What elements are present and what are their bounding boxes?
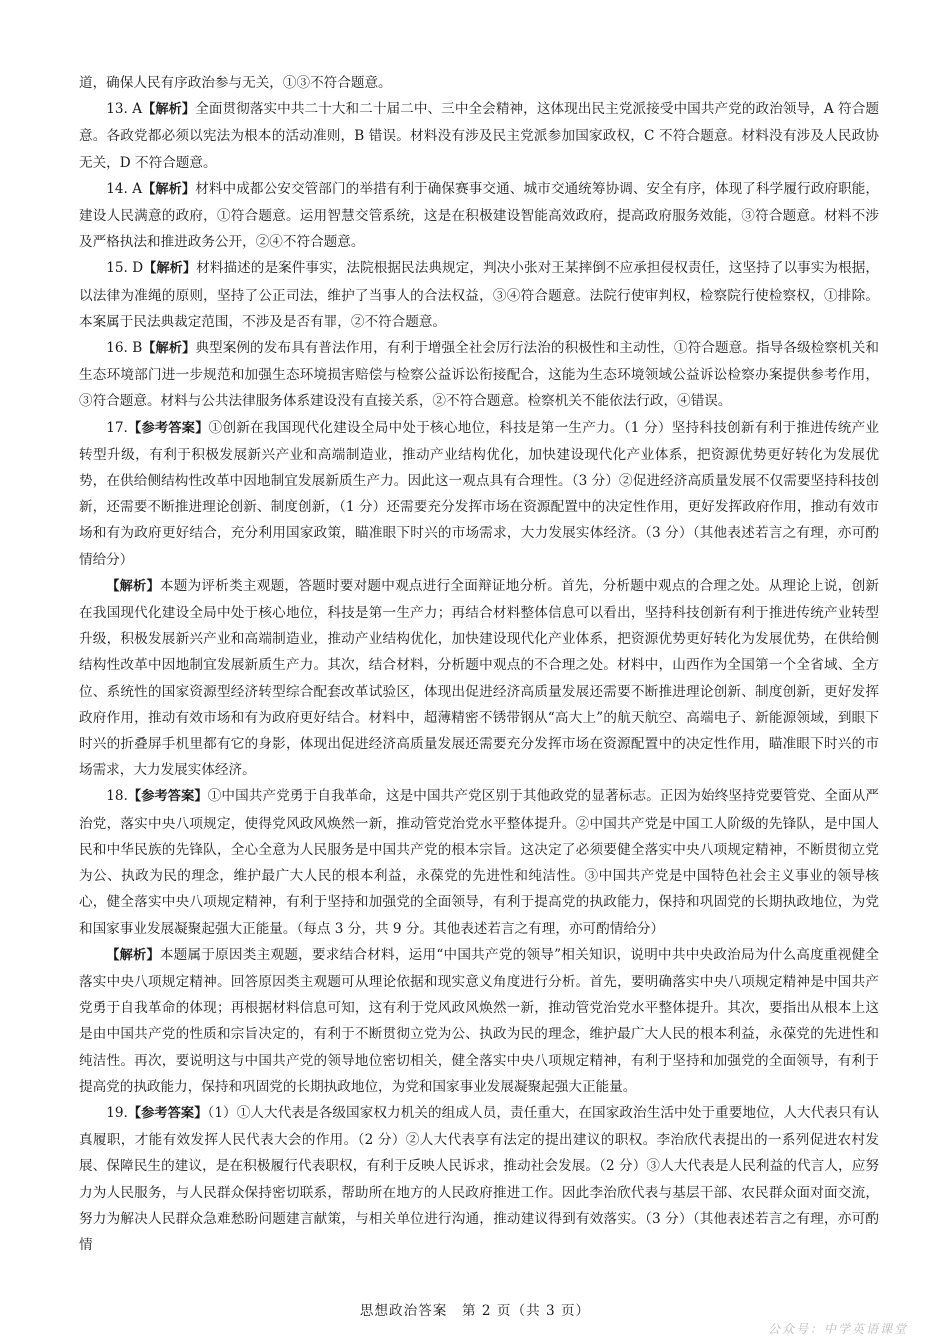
answer-16: [79, 335, 879, 415]
intro-line: 道，确保人民有序政治参与无关，①③不符合题意。: [79, 75, 392, 91]
reference-answer-tag: 【参考答案】: [127, 420, 209, 436]
answer-content: [79, 70, 879, 1258]
answer-17: [79, 415, 879, 573]
answer-text: （1）①人大代表是各级国家权力机关的组成人员，责任重大，在国家政治生活中处于重要地位，人大代表只有认真履职，才能有效发挥人民代表大会的作用。（2 分）②人大代表享有法定的提出建议的职权。李治欣代表提出的一系列促进农村发展、保障民生的建议，是在积极履行代表职权，有利于反映人民诉求，推动社会发展。（2 分）③人大代表是人民利益的代言人，应努力为人民服务，与人民群众保持密切联系，帮助所在地方的人民政府推进工作。因此李治欣代表与基层干部、农民群众面对面交流，努力为解决人民群众急难愁盼问题建言献策，与相关单位进行沟通，推动建议得到有效落实。（3 分）（其他表述若言之有理，亦可酌情: [79, 1104, 879, 1253]
analysis-text: 本题属于原因类主观题，要求结合材料，运用“中国共产党的领导”相关知识，说明中共中央政治局为什么高度重视健全落实中央八项规定精神。回答原因类主观题可从理论依据和现实意义角度进行分析。首先，要明确落实中央八项规定精神是中国共产党勇于自我革命的体现；再根据材料信息可知，这有利于党风政风焕然一新，推动管党治党水平整体提升。其次，要指出从根本上这是由中国共产党的性质和宗旨决定的，有利于不断贯彻立党为公、执政为民的理念，维护最广大人民的根本利益，永葆党的先进性和纯洁性。再次，要说明这与中国共产党的领导地位密切相关，健全落实中央八项规定精神，有利于坚持和加强党的全面领导，有利于提高党的执政能力，保持和巩固党的长期执政地位，为党和国家事业发展凝聚起强大正能量。: [79, 946, 879, 1095]
answer-text: ①创新在我国现代化建设全局中处于核心地位，科技是第一生产力。（1 分）坚持科技创新有利于推进传统产业转型升级，有利于积极发展新兴产业和高端制造业，推动产业结构优化，加快建设现代化产业体系，把资源优势更好转化为发展优势，在供给侧结构性改革中因地制宜发展新质生产力。因此这一观点具有合理性。（3 分）②促进经济高质量发展不仅需要坚持科技创新，还需要不断推进理论创新、制度创新，（1 分）还需要充分发挥市场在资源配置中的决定性作用，更好发挥政府作用，推动有效市场和有为政府更好结合，充分利用国家政策，瞄准眼下时兴的市场需求，大力发展实体经济。（3 分）（其他表述若言之有理，亦可酌情给分）: [79, 419, 880, 568]
question-number: 17.: [106, 419, 128, 436]
question-number: 14. A: [106, 180, 143, 197]
question-number: 19.: [106, 1104, 128, 1121]
question-number: 15. D: [106, 260, 144, 277]
analysis-tag: 【解析】: [142, 102, 196, 118]
answer-14: [79, 176, 879, 256]
page-footer: 思想政治答案 第 2 页（共 3 页）: [359, 1303, 591, 1319]
answer-13: [79, 96, 879, 176]
watermark: 公众号：中学英语课堂: [767, 1322, 908, 1336]
answer-text: ①中国共产党勇于自我革命，这是中国共产党区别于其他政党的显著标志。正因为始终坚持党要管党、全面从严治党，落实中央八项规定，使得党风政风焕然一新，推动管党治党水平整体提升。②中国共产党是中国工人阶级的先锋队，是中国人民和中华民族的先锋队，全心全意为人民服务是中国共产党的根本宗旨。这决定了必须要健全落实中央八项规定精神，不断贯彻立党为公、执政为民的理念，维护最广大人民的根本利益，永葆党的先进性和纯洁性。③中国共产党是中国特色社会主义事业的领导核心，健全落实中央八项规定精神，有利于坚持和加强党的全面领导，有利于提高党的执政能力，保持和巩固党的长期执政地位，为党和国家事业发展凝聚起强大正能量。（每点 3 分，共 9 分。其他表述若言之有理，亦可酌情给分）: [79, 788, 880, 937]
analysis-17: [79, 573, 879, 784]
analysis-18: [79, 942, 879, 1100]
question-number: 13. A: [106, 101, 143, 118]
analysis-tag: 【解析】: [142, 341, 196, 357]
answer-18: [79, 783, 879, 941]
analysis-tag: 【解析】: [106, 947, 160, 963]
reference-answer-tag: 【参考答案】: [127, 1105, 208, 1121]
reference-answer-tag: 【参考答案】: [127, 789, 208, 805]
analysis-tag: 【解析】: [106, 578, 160, 594]
analysis-text: 本题为评析类主观题，答题时要对题中观点进行全面辩证地分析。首先，分析题中观点的合理之处。从理论上说，创新在我国现代化建设全局中处于核心地位，科技是第一生产力；再结合材料整体信息可以看出，坚持科技创新有利于推进传统产业转型升级，积极发展新兴产业和高端制造业，推动产业结构优化，加快建设现代化产业体系，把资源优势更好转化为发展优势，在供给侧结构性改革中因地制宜发展新质生产力。其次，结合材料，分析题中观点的不合理之处。材料中，山西作为全国第一个全省域、全方位、系统性的国家资源型经济转型综合配套改革试验区，体现出促进经济高质量发展还需要不断推进理论创新、制度创新，更好发挥政府作用，推动有效市场和有为政府更好结合。材料中，超薄精密不锈带钢从“高大上”的航天航空、高端电子、新能源领域，到眼下时兴的折叠屏手机里都有它的身影，体现出促进经济高质量发展还需要充分发挥市场在资源配置中的决定性作用，瞄准眼下时兴的市场需求，大力发展实体经济。: [79, 577, 880, 779]
answer-15: [79, 255, 879, 335]
answer-text: 典型案例的发布具有普法作用，有利于增强全社会厉行法治的积极性和主动性，①符合题意。指导各级检察机关和生态环境部门进一步规范和加强生态环境损害赔偿与检察公益诉讼衔接配合，这能为生态环境领域公益诉讼检察办案提供参考作用，③符合题意。材料与公共法律服务体系建设没有直接关系，②不符合题意。检察机关不能依法行政，④错误。: [79, 340, 879, 410]
analysis-tag: 【解析】: [143, 261, 197, 277]
question-number: 16. B: [106, 340, 143, 357]
answer-19: [79, 1100, 879, 1258]
analysis-tag: 【解析】: [142, 181, 196, 197]
answer-text: 材料描述的是案件事实，法院根据民法典规定，判决小张对王某摔倒不应承担侵权责任，这坚持了以事实为根据，以法律为准绳的原则，坚持了公正司法，维护了当事人的合法权益，③④符合题意。法院行使审判权，检察院行使检察权，①排除。本案属于民法典裁定范围，不涉及是否有罪，②不符合题意。: [79, 260, 880, 330]
answer-text: 材料中成都公安交管部门的举措有利于确保赛事交通、城市交通统筹协调、安全有序，体现了科学履行政府职能，建设人民满意的政府，①符合题意。运用智慧交管系统，这是在积极建设智能高效政府，提高政府服务效能，③符合题意。材料不涉及严格执法和推进政务公开，②④不符合题意。: [79, 180, 879, 251]
answer-text: 全面贯彻落实中共二十大和二十届二中、三中全会精神，这体现出民主党派接受中国共产党的政治领导，A 符合题意。各政党都必须以宪法为根本的活动准则，B 错误。材料没有涉及民主党派参加国家政权，C 不符合题意。材料没有涉及人民政协无关，D 不符合题意。: [79, 101, 880, 171]
question-number: 18.: [106, 788, 128, 805]
